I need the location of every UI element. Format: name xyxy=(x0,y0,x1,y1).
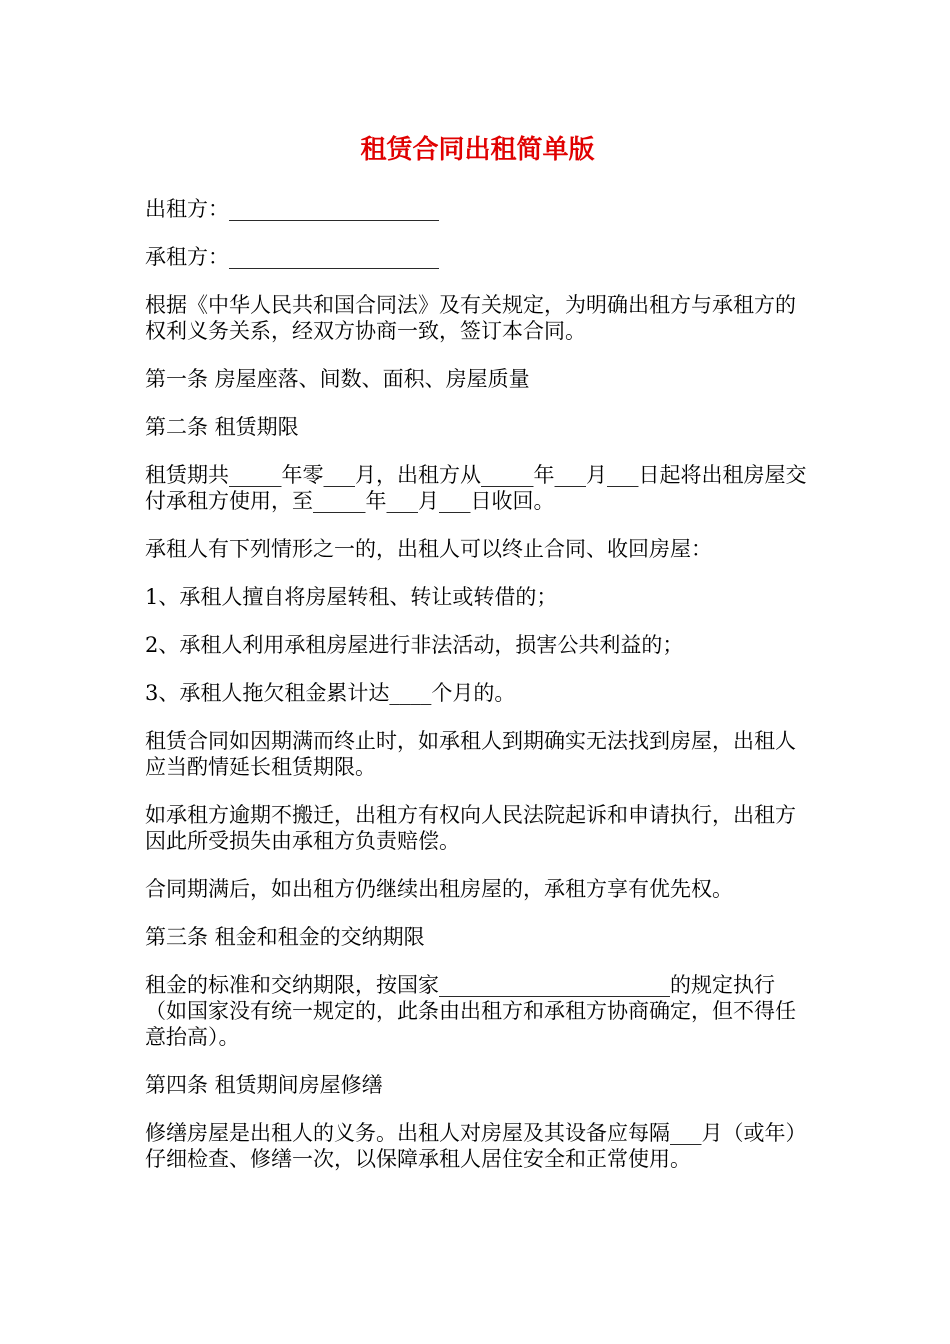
article-4-heading: 第四条 租赁期间房屋修缮 xyxy=(145,1073,383,1097)
document-page xyxy=(145,128,810,1194)
lease-term-paragraph: 租赁期共_____年零___月，出租方从_____年___月___日起将出租房屋交付承租方使用，至_____年___月___日收回。 xyxy=(145,463,807,513)
extension-paragraph: 租赁合同如因期满而终止时，如承租人到期确实无法找到房屋，出租人应当酌情延长租赁期限。 xyxy=(145,729,796,779)
preamble-paragraph: 根据《中华人民共和国合同法》及有关规定，为明确出租方与承租方的权利义务关系，经双方协商一致，签订本合同。 xyxy=(145,293,796,343)
lessor-field: 出租方：____________________ xyxy=(145,197,439,221)
overdue-paragraph: 如承租方逾期不搬迁，出租方有权向人民法院起诉和申请执行，出租方因此所受损失由承租方负责赔偿。 xyxy=(145,803,796,853)
termination-item-1: 1、承租人擅自将房屋转租、转让或转借的； xyxy=(145,585,558,609)
article-1-heading: 第一条 房屋座落、间数、面积、房屋质量 xyxy=(145,367,530,391)
article-2-heading: 第二条 租赁期限 xyxy=(145,415,299,439)
termination-item-2: 2、承租人利用承租房屋进行非法活动，损害公共利益的； xyxy=(145,633,684,657)
lessee-field: 承租方：____________________ xyxy=(145,245,439,269)
termination-item-3: 3、承租人拖欠租金累计达____个月的。 xyxy=(145,681,516,705)
document-title: 租赁合同出租简单版 xyxy=(360,135,595,165)
article-3-heading: 第三条 租金和租金的交纳期限 xyxy=(145,925,425,949)
priority-paragraph: 合同期满后，如出租方仍继续出租房屋的，承租方享有优先权。 xyxy=(145,877,733,901)
rent-paragraph: 租金的标准和交纳期限，按国家______________________的规定执行（如国家没有统一规定的，此条由出租方和承租方协商确定，但不得任意抬高）。 xyxy=(145,973,796,1049)
repair-paragraph: 修缮房屋是出租人的义务。出租人对房屋及其设备应每隔___月（或年）仔细检查、修缮一次，以保障承租人居住安全和正常使用。 xyxy=(145,1121,807,1171)
termination-intro-paragraph: 承租人有下列情形之一的，出租人可以终止合同、收回房屋： xyxy=(145,537,712,561)
